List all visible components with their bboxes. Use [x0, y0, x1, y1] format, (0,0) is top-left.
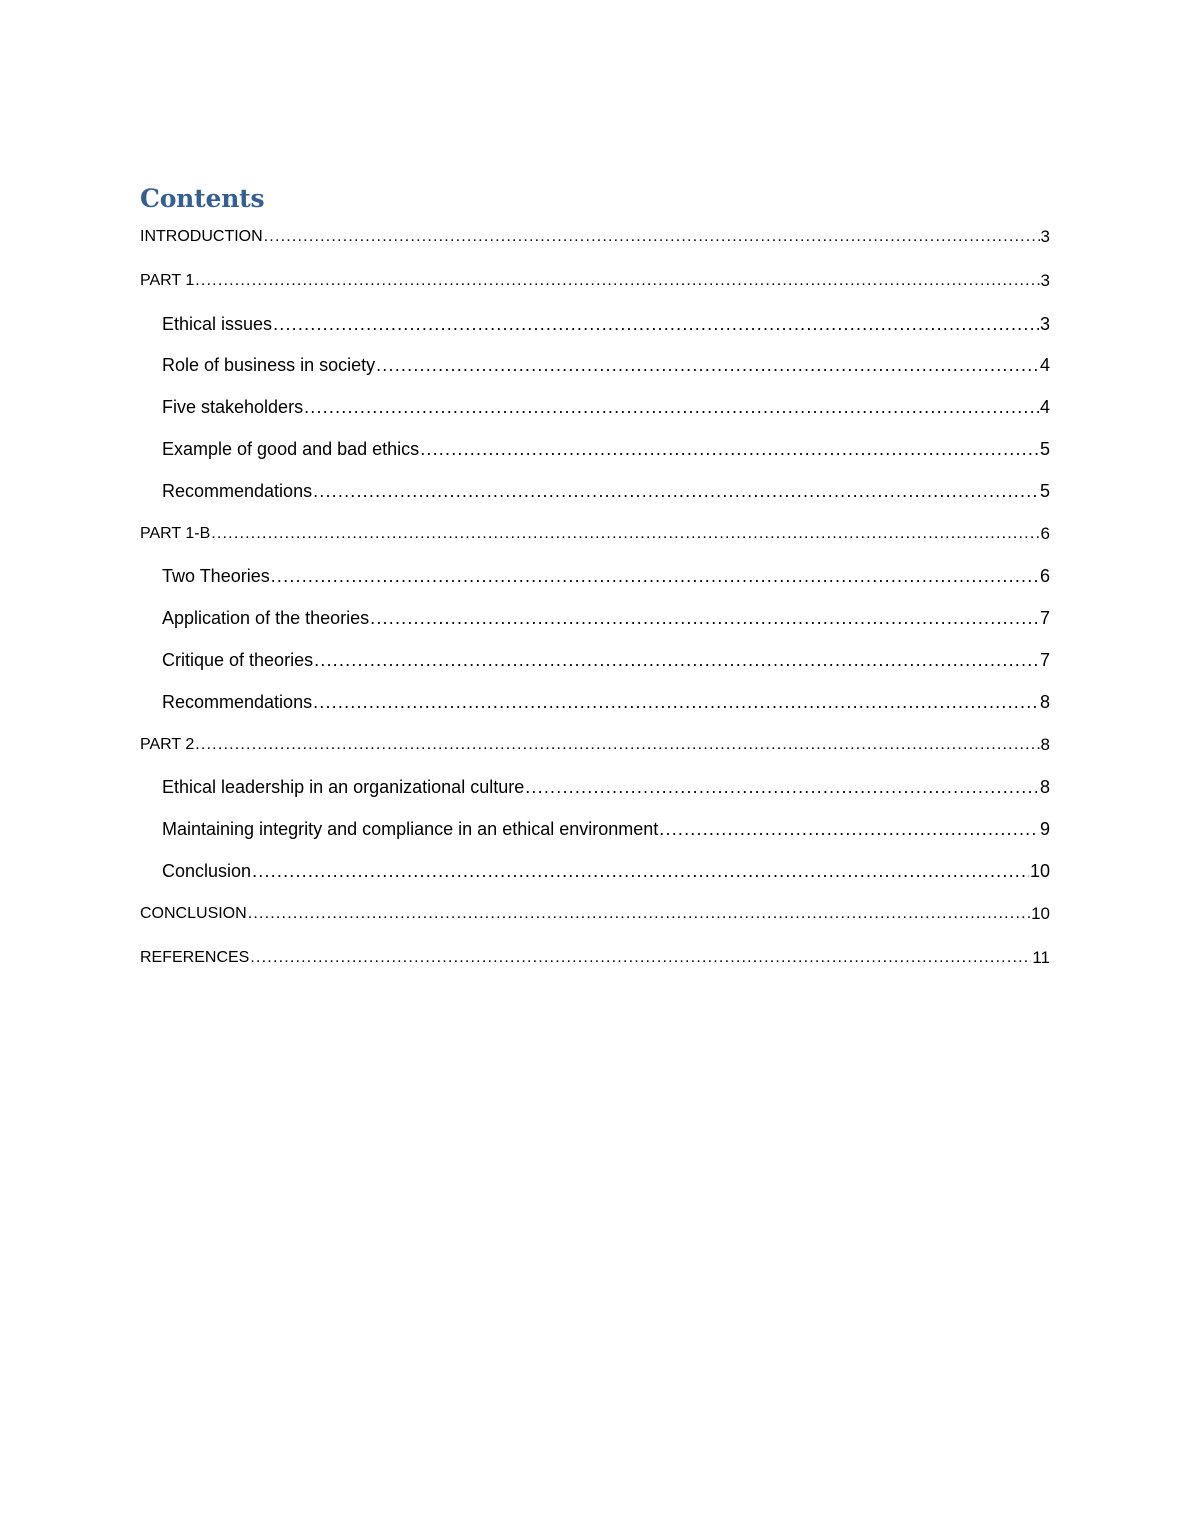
toc-entry-part-1[interactable]: [140, 268, 1050, 312]
toc-entry-role-of-business[interactable]: [140, 353, 1050, 395]
toc-entry-good-bad-ethics[interactable]: [140, 437, 1050, 479]
toc-entry-ethical-issues[interactable]: [140, 312, 1050, 354]
toc-entry-five-stakeholders[interactable]: [140, 395, 1050, 437]
toc-entry-label: Recommendations: [162, 691, 313, 712]
toc-entry-label: Maintaining integrity and compliance in an ethical environment: [162, 819, 659, 840]
toc-entry-label: Critique of theories: [162, 649, 314, 670]
dot-leader: [420, 439, 1039, 461]
toc-entry-critique-of-theories[interactable]: [140, 648, 1050, 690]
toc-entry-page: 8: [1039, 691, 1050, 712]
dot-leader: [273, 314, 1039, 336]
toc-entry-label: Five stakeholders: [162, 397, 304, 418]
toc-entry-conclusion-sub[interactable]: [140, 859, 1050, 901]
toc-entry-page: 3: [1039, 313, 1050, 334]
dot-leader: [252, 861, 1029, 883]
dot-leader: [304, 397, 1039, 419]
toc-entry-label: REFERENCES: [140, 948, 250, 966]
toc-entry-page: 5: [1039, 438, 1050, 459]
toc-entry-page: 8: [1039, 777, 1050, 798]
toc-entry-label: Recommendations: [162, 480, 313, 501]
dot-leader: [370, 608, 1039, 630]
toc-entry-page: 10: [1029, 860, 1050, 881]
table-of-contents: [140, 224, 1050, 988]
dot-leader: [248, 905, 1030, 924]
toc-entry-recommendations-1[interactable]: [140, 479, 1050, 521]
dot-leader: [211, 525, 1039, 544]
dot-leader: [195, 736, 1039, 755]
toc-entry-conclusion[interactable]: [140, 901, 1050, 945]
toc-entry-label: Example of good and bad ethics: [162, 438, 420, 459]
dot-leader: [659, 819, 1039, 841]
toc-entry-label: Ethical issues: [162, 313, 273, 334]
dot-leader: [314, 650, 1039, 672]
toc-entry-label: Role of business in society: [162, 355, 376, 376]
toc-entry-references[interactable]: [140, 945, 1050, 989]
dot-leader: [250, 949, 1031, 968]
dot-leader: [271, 566, 1039, 588]
dot-leader: [313, 692, 1039, 714]
toc-entry-label: CONCLUSION: [140, 904, 247, 922]
toc-entry-part-2[interactable]: [140, 732, 1050, 776]
toc-entry-page: 10: [1031, 903, 1050, 923]
toc-entry-label: Two Theories: [162, 566, 270, 587]
toc-entry-introduction[interactable]: [140, 224, 1050, 268]
toc-entry-page: 6: [1040, 523, 1050, 543]
toc-entry-page: 6: [1039, 566, 1050, 587]
dot-leader: [525, 777, 1039, 799]
toc-entry-recommendations-2[interactable]: [140, 690, 1050, 732]
toc-entry-page: 4: [1039, 397, 1050, 418]
toc-entry-page: 3: [1040, 270, 1050, 290]
toc-entry-page: 5: [1039, 480, 1050, 501]
toc-entry-label: PART 1: [140, 271, 195, 289]
dot-leader: [264, 228, 1040, 247]
toc-entry-page: 9: [1039, 819, 1050, 840]
toc-entry-page: 8: [1040, 734, 1050, 754]
toc-entry-page: 7: [1039, 649, 1050, 670]
toc-entry-page: 11: [1032, 947, 1050, 967]
toc-entry-ethical-leadership[interactable]: [140, 775, 1050, 817]
toc-entry-two-theories[interactable]: [140, 564, 1050, 606]
toc-title: Contents: [140, 184, 265, 213]
toc-entry-label: PART 2: [140, 735, 195, 753]
toc-entry-label: Ethical leadership in an organizational culture: [162, 777, 525, 798]
toc-entry-page: 3: [1040, 227, 1050, 246]
toc-entry-page: 7: [1039, 608, 1050, 629]
toc-entry-label: Conclusion: [162, 860, 252, 881]
toc-entry-label: Application of the theories: [162, 608, 370, 629]
dot-leader: [376, 355, 1039, 377]
toc-entry-maintaining-integrity[interactable]: [140, 817, 1050, 859]
toc-entry-part-1-b[interactable]: [140, 521, 1050, 565]
dot-leader: [313, 481, 1039, 503]
toc-entry-label: PART 1-B: [140, 524, 211, 542]
toc-entry-page: 4: [1039, 355, 1050, 376]
dot-leader: [195, 272, 1039, 291]
toc-entry-application-of-theories[interactable]: [140, 606, 1050, 648]
toc-entry-label: INTRODUCTION: [140, 228, 263, 245]
